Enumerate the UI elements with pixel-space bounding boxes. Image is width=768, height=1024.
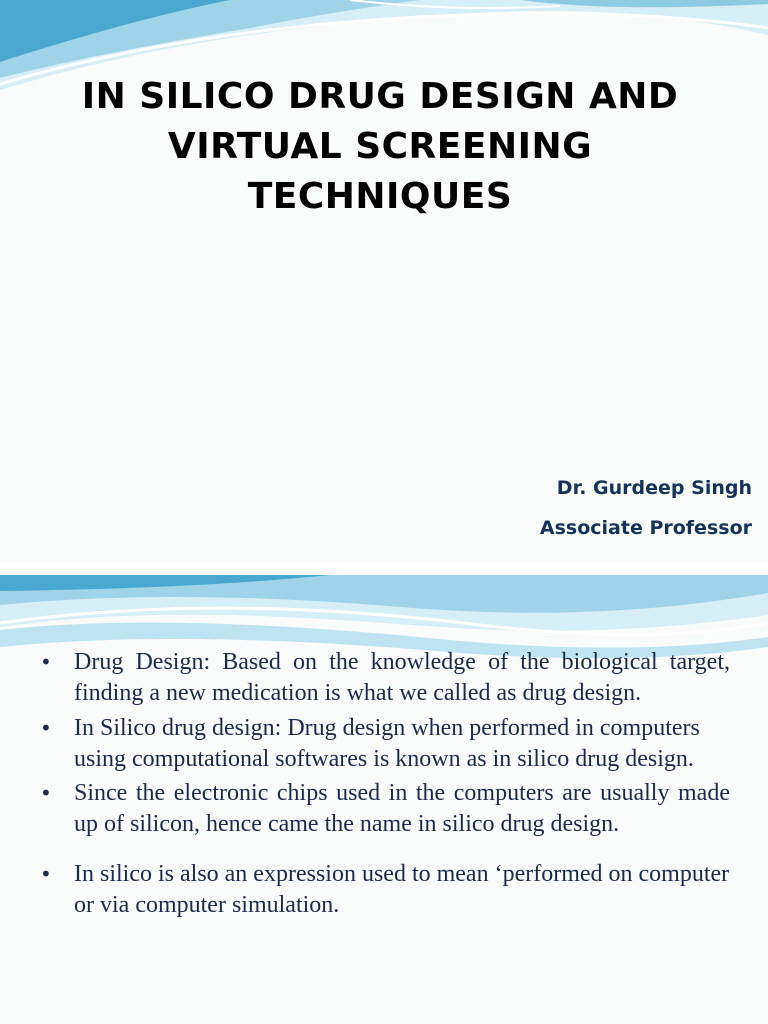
title-line-2: VIRTUAL SCREENING [167,126,593,167]
list-item [40,778,730,840]
slide-title [40,72,720,222]
author-role: Associate Professor [539,517,752,539]
title-line-3: TECHNIQUES [247,176,513,217]
bullet-text: Drug Design: Based on the knowledge of the biological target, finding a new medication is what we called as drug design. [74,649,730,706]
content-slide [0,575,768,1024]
bullet-icon: • [40,716,52,740]
bullet-icon: • [40,862,52,886]
author-name: Dr. Gurdeep Singh [556,477,752,499]
bullet-list [40,647,730,921]
list-item [40,647,730,709]
slide-separator [0,562,768,575]
bullet-icon: • [40,650,52,674]
bullet-text: In Silico drug design: Drug design when performed in computers using computational softwares is known as in silico drug design. [74,715,700,772]
bullet-text: In silico is also an expression used to mean ‘performed on computer or via computer simulation. [74,861,730,918]
list-item [40,713,730,775]
bullet-icon: • [40,781,52,805]
title-line-1: IN SILICO DRUG DESIGN AND [81,76,679,117]
list-item [40,859,730,921]
bullet-text: Since the electronic chips used in the computers are usually made up of silicon, hence came the name in silico drug design. [74,780,730,837]
author-block [540,468,752,548]
